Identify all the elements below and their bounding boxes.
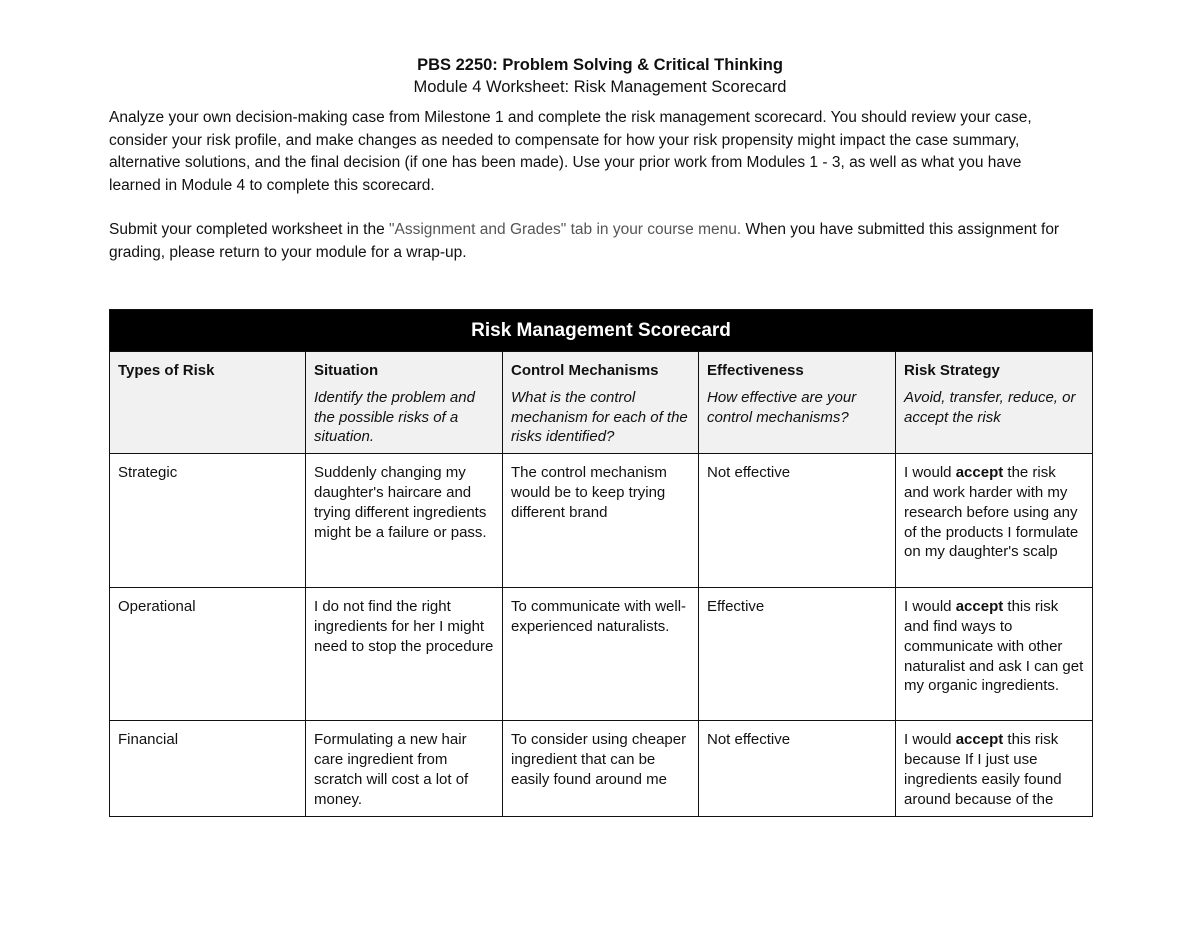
table-row <box>110 454 1093 588</box>
column-header-situation <box>306 352 503 454</box>
effectiveness-cell <box>699 721 896 817</box>
situation-cell: I do not find the right ingredients for her I might need to stop the procedure <box>306 588 503 721</box>
strategy-text: this risk because If I just use ingredients easily found around because of the <box>904 731 1062 808</box>
control-cell: To communicate with well-experienced naturalists. <box>503 588 699 721</box>
column-description: Identify the problem and the possible risks of a situation. <box>314 388 475 446</box>
table-row <box>110 721 1093 817</box>
column-heading: Types of Risk <box>118 362 215 379</box>
situation-cell: Suddenly changing my daughter's haircare and trying different ingredients might be a failure or pass. <box>306 454 503 588</box>
strategy-cell <box>896 454 1093 588</box>
column-heading: Control Mechanisms <box>511 362 659 379</box>
risk-type-cell: Strategic <box>110 454 306 588</box>
column-heading: Risk Strategy <box>904 362 1000 379</box>
effectiveness-cell: Effective <box>699 588 896 721</box>
strategy-keyword: accept <box>955 731 1004 749</box>
strategy-keyword: accept <box>955 598 1004 616</box>
cell-text: Formulating a new hair care ingredient from scratch will cost a lot of money. <box>314 731 469 808</box>
column-description: What is the control mechanism for each of the risks identified? <box>511 388 688 446</box>
strategy-text: this risk and find ways to communicate with other naturalist and ask I can get my organic ingredients. <box>904 598 1084 695</box>
column-header-types <box>110 352 306 454</box>
strategy-text: I would <box>904 598 956 616</box>
cell-text <box>904 730 1084 810</box>
column-heading: Situation <box>314 362 379 379</box>
scorecard-header-row <box>110 352 1093 454</box>
cell-text: Not effective <box>707 731 791 749</box>
strategy-cell <box>896 588 1093 721</box>
strategy-text: I would <box>904 464 956 482</box>
column-header-control <box>503 352 699 454</box>
column-description: How effective are your control mechanisms? <box>707 388 857 426</box>
control-cell: The control mechanism would be to keep trying different brand <box>503 454 699 588</box>
instructions-paragraph: Analyze your own decision-making case from Milestone 1 and complete the risk management scorecard. You should review your case, consider your risk profile, and make changes as needed to compensate for how your risk propensity might impact the case summary, alternative solutions, and the final decision (if one has been made). Use your prior work from Modules 1 - 3, as well as what you have learned in Module 4 to complete this scorecard. <box>109 109 1032 194</box>
column-description: Avoid, transfer, reduce, or accept the risk <box>904 388 1076 426</box>
submission-paragraph <box>109 219 1074 264</box>
strategy-keyword: accept <box>955 464 1004 482</box>
risk-type-cell <box>110 721 306 817</box>
control-cell <box>503 721 699 817</box>
cell-text: To consider using cheaper ingredient that can be easily found around me <box>511 731 687 788</box>
strategy-cell <box>896 721 1093 817</box>
submission-text-end: When you have submitted this assignment for grading, please return to your module for a wrap-up. <box>109 221 1060 261</box>
strategy-text: I would <box>904 731 956 749</box>
scorecard-title: Risk Management Scorecard <box>110 310 1093 352</box>
submission-text-start: Submit your completed worksheet in the <box>109 221 389 238</box>
scorecard-banner-row <box>110 310 1093 352</box>
cell-text: Financial <box>118 731 179 749</box>
table-row <box>110 588 1093 721</box>
risk-scorecard-table <box>109 309 1093 817</box>
page-title: PBS 2250: Problem Solving & Critical Thinking <box>417 56 783 74</box>
risk-type-cell: Operational <box>110 588 306 721</box>
assignment-tab-reference: "Assignment and Grades" tab in your course menu. <box>389 221 742 238</box>
strategy-text: the risk and work harder with my research before using any of the products I formulate on my daughter's scalp <box>904 464 1079 561</box>
page-subtitle: Module 4 Worksheet: Risk Management Scorecard <box>413 78 787 96</box>
column-header-effectiveness <box>699 352 896 454</box>
column-heading: Effectiveness <box>707 362 804 379</box>
situation-cell <box>306 721 503 817</box>
column-header-strategy <box>896 352 1093 454</box>
effectiveness-cell: Not effective <box>699 454 896 588</box>
